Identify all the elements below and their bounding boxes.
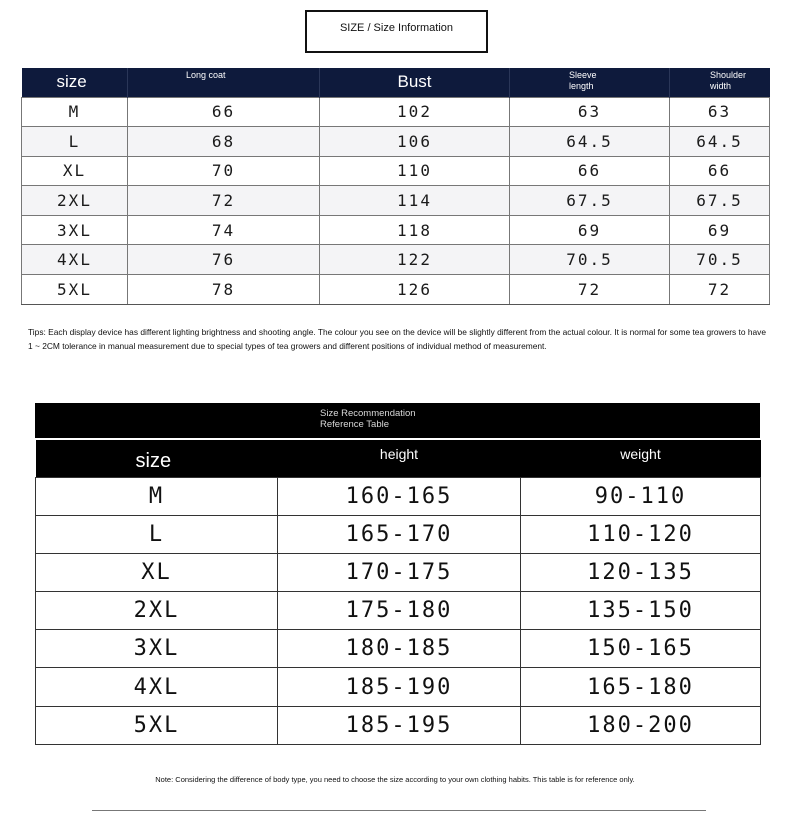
header-weight: weight [521,440,761,477]
table-row [22,156,770,186]
bottom-divider [92,810,706,811]
cell-size: M [36,477,278,515]
cell-bust: 122 [320,245,510,275]
table-row [36,706,761,744]
cell-weight: 180-200 [521,706,761,744]
header-long-coat: Long coat [128,68,320,97]
cell-shoulder: 70.5 [670,245,770,275]
cell-long-coat: 66 [128,97,320,127]
cell-long-coat: 78 [128,275,320,305]
table-row [22,275,770,305]
cell-long-coat: 72 [128,186,320,216]
cell-weight: 165-180 [521,668,761,706]
cell-size: 5XL [36,706,278,744]
cell-bust: 126 [320,275,510,305]
cell-shoulder: 64.5 [670,127,770,157]
cell-bust: 110 [320,156,510,186]
cell-sleeve: 70.5 [510,245,670,275]
table-row [36,515,761,553]
cell-shoulder: 66 [670,156,770,186]
header-size: size [36,440,278,477]
cell-shoulder: 69 [670,215,770,245]
cell-height: 180-185 [278,630,521,668]
cell-bust: 114 [320,186,510,216]
cell-weight: 90-110 [521,477,761,515]
table-row [36,477,761,515]
header-height: height [278,440,521,477]
cell-size: L [22,127,128,157]
size-table-header-row [22,68,770,97]
header-sleeve-length: Sleeve length [510,68,670,97]
cell-size: 2XL [22,186,128,216]
cell-size: 3XL [36,630,278,668]
table-row [22,97,770,127]
cell-long-coat: 68 [128,127,320,157]
table-row [36,592,761,630]
cell-size: XL [36,553,278,591]
cell-sleeve: 67.5 [510,186,670,216]
size-information-table [21,68,770,305]
header-bust: Bust [320,68,510,97]
page-title: SIZE / Size Information [339,21,454,34]
cell-size: 4XL [22,245,128,275]
cell-size: 2XL [36,592,278,630]
cell-shoulder: 63 [670,97,770,127]
cell-size: L [36,515,278,553]
note-text: Note: Considering the difference of body type, you need to choose the size according to your own clothing habits. This table is for reference only. [155,775,635,784]
table-row [22,127,770,157]
size-recommendation-table [35,440,761,745]
cell-size: 3XL [22,215,128,245]
cell-sleeve: 69 [510,215,670,245]
recommendation-title-line2: Reference Table [320,419,390,430]
cell-sleeve: 64.5 [510,127,670,157]
recommendation-title-line1: Size Recommendation [320,408,416,419]
table-row [22,215,770,245]
cell-long-coat: 74 [128,215,320,245]
cell-sleeve: 66 [510,156,670,186]
cell-size: M [22,97,128,127]
cell-weight: 150-165 [521,630,761,668]
cell-size: 5XL [22,275,128,305]
recommendation-header-row [36,440,761,477]
table-row [36,553,761,591]
cell-height: 185-190 [278,668,521,706]
cell-height: 185-195 [278,706,521,744]
table-row [36,630,761,668]
cell-long-coat: 70 [128,156,320,186]
cell-sleeve: 72 [510,275,670,305]
cell-weight: 110-120 [521,515,761,553]
cell-shoulder: 67.5 [670,186,770,216]
header-size: size [22,68,128,97]
cell-weight: 120-135 [521,553,761,591]
cell-bust: 106 [320,127,510,157]
table-row [22,186,770,216]
cell-size: 4XL [36,668,278,706]
cell-bust: 118 [320,215,510,245]
header-shoulder-width: Shoulder width [670,68,770,97]
cell-sleeve: 63 [510,97,670,127]
table-row [22,245,770,275]
cell-shoulder: 72 [670,275,770,305]
cell-height: 175-180 [278,592,521,630]
cell-long-coat: 76 [128,245,320,275]
cell-height: 160-165 [278,477,521,515]
cell-weight: 135-150 [521,592,761,630]
title-box [305,10,488,53]
cell-height: 165-170 [278,515,521,553]
cell-size: XL [22,156,128,186]
cell-height: 170-175 [278,553,521,591]
table-row [36,668,761,706]
recommendation-title [35,403,760,438]
cell-bust: 102 [320,97,510,127]
tips-text: Tips: Each display device has different lighting brightness and shooting angle. The colour you see on the device will be slightly different from the actual colour. It is normal for some tea growers to have 1 ~ 2CM tolerance in manual measurement due to special types of tea growers and different positions of individual method of measurement. [28,327,767,351]
